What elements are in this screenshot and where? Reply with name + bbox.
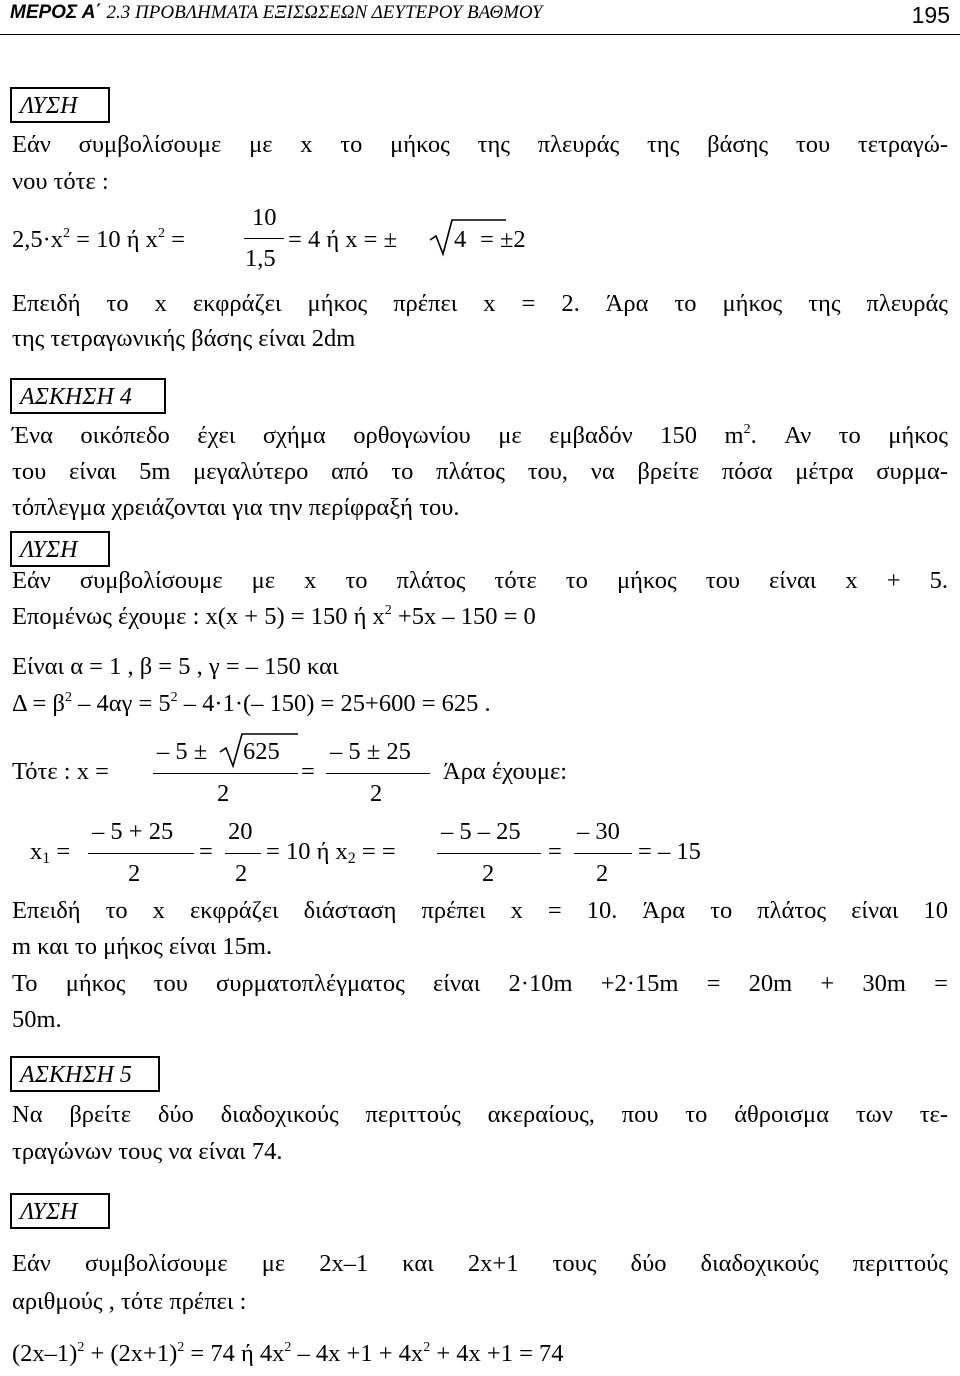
- fraction-denominator: 2: [128, 860, 141, 887]
- math-text: =: [50, 838, 71, 865]
- math-text: + 4x +1 = 74: [430, 1340, 564, 1367]
- math-text: = – 15: [638, 838, 701, 865]
- text-line: τόπλεγμα χρειάζονται για την περίφραξή του.: [12, 494, 460, 521]
- text-line: [12, 422, 948, 450]
- math-text: Τότε : x =: [12, 758, 109, 785]
- fraction-denominator: 2: [596, 860, 609, 887]
- text-line: Να βρείτε δύο διαδοχικούς περιττούς ακεραίους, που το άθροισμα των τε-: [12, 1101, 948, 1128]
- exponent: 2: [384, 603, 392, 618]
- text-line: νου τότε :: [12, 168, 109, 195]
- fraction-denominator: 2: [482, 860, 495, 887]
- fraction-numerator: 20: [228, 818, 253, 845]
- radicand: 625: [243, 738, 280, 765]
- fraction-bar: [88, 853, 194, 854]
- text-line: [12, 690, 491, 718]
- text-line: τραγώνων τους να είναι 74.: [12, 1138, 283, 1165]
- fraction-numerator: – 5 + 25: [92, 818, 174, 845]
- fraction-denominator: 2: [370, 780, 383, 807]
- exponent: 2: [177, 1340, 185, 1355]
- text-line: Επειδή το x εκφράζει διάσταση πρέπει x = 10. Άρα το πλάτος είναι 10: [12, 897, 948, 924]
- math-text: [266, 838, 396, 866]
- math-text: 2,5·x: [12, 226, 64, 253]
- fraction-bar: [153, 773, 298, 774]
- page-number: 195: [911, 2, 950, 28]
- page-header: [0, 0, 960, 35]
- math-text: = 4 ή x = ±: [288, 226, 398, 253]
- text-span: Ένα οικόπεδο έχει σχήμα ορθογωνίου με εμβαδόν 150 m: [12, 422, 744, 449]
- fraction-bar: [244, 238, 284, 239]
- exponent: 2: [170, 690, 178, 705]
- solution-label: ΛΥΣΗ: [10, 87, 110, 123]
- subscript: 2: [347, 850, 356, 867]
- text-line: Εάν συμβολίσουμε με x το μήκος της πλευράς της βάσης του τετραγώ-: [12, 131, 948, 158]
- math-text: Άρα έχουμε:: [443, 758, 568, 785]
- text-line: Εάν συμβολίσουμε με 2x–1 και 2x+1 τους δύο διαδοχικούς περιττούς: [12, 1250, 948, 1277]
- math-text: =: [301, 758, 315, 785]
- fraction-bar: [225, 853, 261, 854]
- exponent: 2: [743, 422, 751, 437]
- fraction-numerator: – 5 ± 25: [330, 738, 411, 765]
- text-span: Δ = β: [12, 690, 65, 717]
- text-line: 50m.: [12, 1006, 62, 1033]
- text-span: Επομένως έχουμε : x(x + 5) = 150 ή x: [12, 603, 385, 630]
- text-span: – 4αγ = 5: [71, 690, 171, 717]
- exponent: 2: [157, 226, 165, 241]
- math-text: =: [164, 226, 185, 253]
- exponent: 2: [63, 226, 71, 241]
- fraction-numerator: – 5 ±: [157, 738, 208, 765]
- math-text: x: [30, 838, 43, 865]
- math-text: = =: [355, 838, 396, 865]
- math-text: =: [199, 838, 213, 865]
- math-text: = 10 ή x: [70, 226, 158, 253]
- exponent: 2: [284, 1340, 292, 1355]
- text-line: m και το μήκος είναι 15m.: [12, 933, 273, 960]
- solution-label: ΛΥΣΗ: [10, 1193, 110, 1229]
- text-line: [12, 603, 536, 631]
- text-line: της τετραγωνικής βάσης είναι 2dm: [12, 325, 356, 352]
- fraction-bar: [574, 853, 632, 854]
- math-text: – 4x +1 + 4x: [291, 1340, 424, 1367]
- fraction-numerator: – 30: [577, 818, 620, 845]
- header-title: [10, 2, 542, 24]
- fraction-denominator: 2: [235, 860, 248, 887]
- radicand: 4: [454, 226, 467, 253]
- math-text: = 10 ή x: [266, 838, 348, 865]
- text-line: του είναι 5m μεγαλύτερο από το πλάτος του, να βρείτε πόσα μέτρα συρμα-: [12, 458, 948, 485]
- header-chapter: 2.3 ΠΡΟΒΛΗΜΑΤΑ ΕΞΙΣΩΣΕΩΝ ΔΕΥΤΕΡΟΥ ΒΑΘΜΟΥ: [106, 2, 543, 23]
- solution-label: ΛΥΣΗ: [10, 531, 110, 567]
- fraction-bar: [326, 773, 430, 774]
- fraction-bar: [437, 853, 541, 854]
- math-text: (2x–1): [12, 1340, 78, 1367]
- math-text: = 74 ή 4x: [184, 1340, 285, 1367]
- fraction-denominator: 1,5: [245, 245, 276, 272]
- exponent: 2: [64, 690, 72, 705]
- math-text: + (2x+1): [84, 1340, 178, 1367]
- text-span: . Αν το μήκος: [750, 422, 948, 449]
- math-text: [30, 838, 70, 866]
- text-line: Είναι α = 1 , β = 5 , γ = – 150 και: [12, 653, 339, 680]
- text-line: αριθμούς , τότε πρέπει :: [12, 1288, 247, 1315]
- text-line: Επειδή το x εκφράζει μήκος πρέπει x = 2. Άρα το μήκος της πλευράς: [12, 290, 948, 317]
- text-span: +5x – 150 = 0: [391, 603, 536, 630]
- text-span: – 4·1·(– 150) = 25+600 = 625 .: [177, 690, 491, 717]
- text-line: Το μήκος του συρματοπλέγματος είναι 2·10m +2·15m = 20m + 30m =: [12, 970, 948, 997]
- fraction-denominator: 2: [217, 780, 230, 807]
- exponent: 2: [77, 1340, 85, 1355]
- exercise-label: ΑΣΚΗΣΗ 5: [10, 1056, 160, 1092]
- header-part: ΜΕΡΟΣ Α΄: [10, 2, 102, 23]
- exercise-label: ΑΣΚΗΣΗ 4: [10, 378, 166, 414]
- fraction-numerator: – 5 – 25: [441, 818, 521, 845]
- equation: [12, 1340, 564, 1368]
- subscript: 1: [42, 850, 51, 867]
- math-text: = ±2: [480, 226, 526, 253]
- exponent: 2: [423, 1340, 431, 1355]
- text-line: Εάν συμβολίσουμε με x το πλάτος τότε το μήκος του είναι x + 5.: [12, 567, 948, 594]
- fraction-numerator: 10: [252, 204, 277, 231]
- math-text: =: [548, 838, 562, 865]
